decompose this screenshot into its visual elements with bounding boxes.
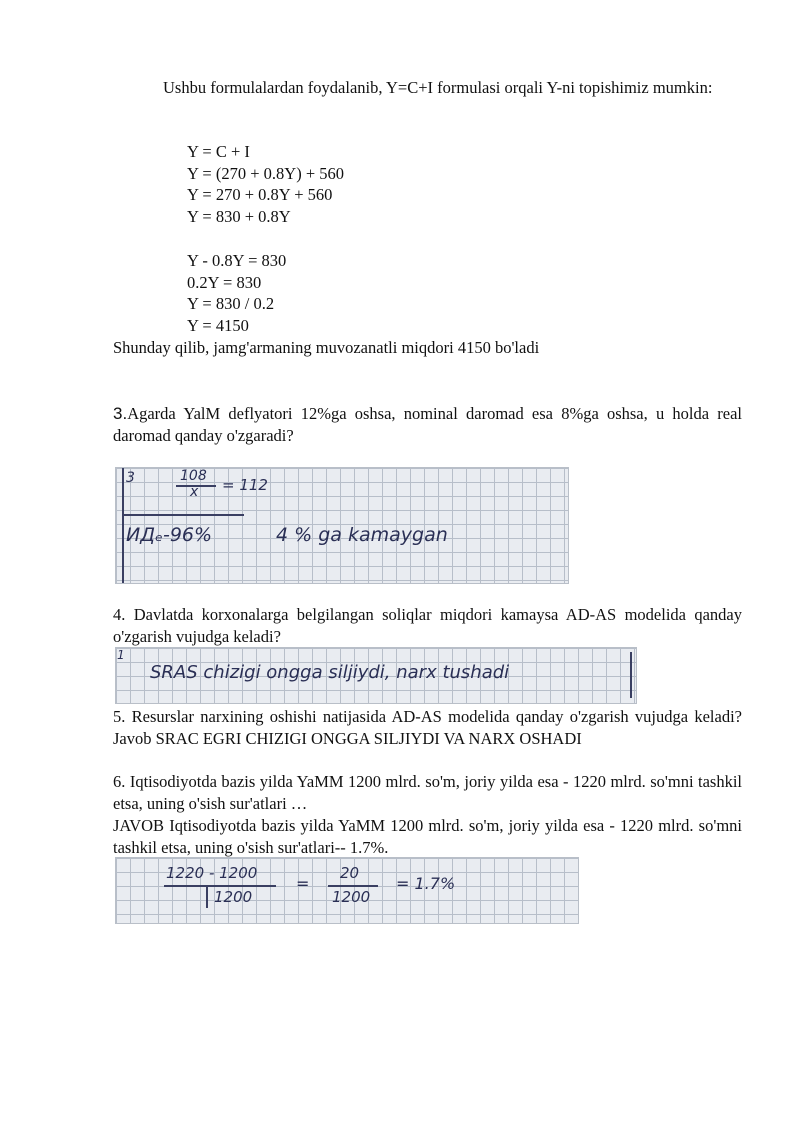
hw-fraction2-bottom: 1200: [332, 888, 371, 906]
margin-line: [122, 468, 124, 583]
hw-answer: 4 % ga kamaygan: [276, 524, 448, 546]
question-4: 4. Davlatda korxonalarga belgilangan soliqlar miqdori kamaysa AD-AS modelida qanday o'zgarish vujudga keladi?: [113, 605, 742, 646]
equation-line: Y = 4150: [187, 315, 249, 335]
question-3: [113, 403, 742, 447]
equation-block-b: [187, 250, 286, 336]
equation-line: Y - 0.8Y = 830: [187, 251, 287, 270]
hw-answer: SRAS chizigi ongga siljiydi, narx tushadi: [150, 662, 510, 683]
hw-number: 1: [117, 648, 125, 662]
handwritten-answer-image-q3: [115, 467, 569, 584]
equation-line: Y = 830 / 0.2: [187, 294, 275, 313]
fraction-bar: [164, 885, 276, 887]
hw-vertical-stroke: [206, 886, 208, 908]
equation-line: Y = (270 + 0.8Y) + 560: [187, 163, 344, 183]
hw-number: 3: [126, 470, 135, 486]
handwritten-answer-image-q6: [115, 857, 579, 924]
hw-fraction-top: 108: [180, 468, 207, 484]
hw-fraction2-top: 20: [340, 864, 360, 882]
question-6: 6. Iqtisodiyotda bazis yilda YaMM 1200 mlrd. so'm, joriy yilda esa - 1220 mlrd. so'mni tashkil etsa, uning o'sish sur'atlari …: [113, 772, 742, 813]
hw-equation: = 112: [222, 476, 268, 494]
margin-line: [630, 652, 632, 698]
question-number: 3.: [113, 404, 128, 423]
hw-left: ИДₑ-96%: [126, 524, 213, 546]
equation-block-a: [187, 141, 344, 227]
question-text: Agarda YalM deflyatori 12%ga oshsa, nominal daromad esa 8%ga oshsa, u holda real daromad qanday o'zgaradi?: [113, 404, 742, 445]
intro-paragraph: Ushbu formulalardan foydalanib, Y=C+I formulasi orqali Y-ni topishimiz mumkin:: [163, 78, 713, 97]
question-5: 5. Resurslar narxining oshishi natijasida AD-AS modelida qanday o'zgarish vujudga keladi? Javob SRAC EGRI CHIZIGI ONGGA SILJIYDI VA NARX OSHADI: [113, 707, 742, 748]
hw-numerator: 1220 - 1200: [166, 864, 258, 882]
conclusion-text: Shunday qilib, jamg'armaning muvozanatli miqdori 4150 bo'ladi: [113, 338, 540, 357]
hw-result: = 1.7%: [396, 874, 456, 893]
hw-equals: =: [296, 874, 310, 893]
equation-line: 0.2Y = 830: [187, 272, 262, 292]
question-6-answer: JAVOB Iqtisodiyotda bazis yilda YaMM 1200 mlrd. so'm, joriy yilda esa - 1220 mlrd. so'mni tashkil etsa, uning o'sish sur'atlari-- 1.7%.: [113, 816, 742, 857]
handwritten-answer-image-q4: [115, 647, 637, 704]
hw-denominator: 1200: [214, 888, 253, 906]
hw-underline: [124, 514, 244, 516]
equation-line: Y = C + I: [187, 142, 250, 161]
equation-line: Y = 830 + 0.8Y: [187, 206, 291, 226]
fraction-bar: [328, 885, 378, 887]
equation-line: Y = 270 + 0.8Y + 560: [187, 185, 333, 204]
hw-fraction-bottom: x: [190, 484, 199, 500]
